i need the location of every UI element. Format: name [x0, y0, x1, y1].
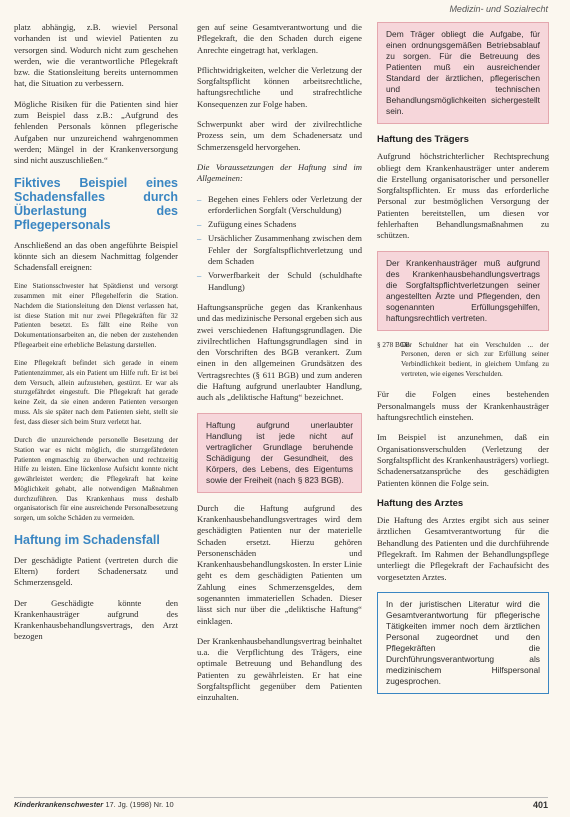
highlight-box-carrier-duty: Dem Träger obliegt die Aufgabe, für einen ordnungsgemäßen Betriebsablauf zu sorgen. Für die Betreuung des Patienten muß ein ausreichender Standard der ärztlichen, pflegerischen und technischen Behandlungsmöglichkeiten sichergestellt sein. [377, 22, 549, 124]
paragraph: Pflichtwidrigkeiten, welcher die Verletzung der Sorgfaltspflicht können arbeitsrechtliche, haftungsrechtliche und strafrechtliche Konsequenzen zur Folge haben. [197, 64, 362, 109]
paragraph: Anschließend an das oben angeführte Beispiel könnte sich an diesem Nachmittag folgender Schadensfall ereignen: [14, 239, 178, 273]
paragraph: gen auf seine Gesamtverantwortung und die Pflegekraft, die den Schaden durch eigene Anrechte eingetragt hat, verklagen. [197, 22, 362, 55]
journal-name: Kinderkrankenschwester [14, 800, 104, 809]
example-paragraph: Eine Pflegekraft befindet sich gerade in einem Patientenzimmer, als ein Patient um Hilfe ruft. Er ist bei dem Versuch, allein aufzustehen, gestürzt. Er war als sturzgefährdet eingestuft. Die Pflegekraft hat gerade keine Zeit, da sie einen anderen Patienten versorgen muss. Als sie später nach dem Patienten sieht, stellt sie fest, dass dieser sich beim Sturz verletzt hat. [14, 359, 178, 426]
paragraph: Mögliche Risiken für die Patienten sind hier zum Beispiel dass z.B.: „Aufgrund des fehlenden Personals können pflegerische Aufgaben nur unzureichend wahrgenommen werden; Mängel in der Krankenversorgung sind nicht auszuschließen.“ [14, 98, 178, 166]
paragraph: Der geschädigte Patient (vertreten durch die Eltern) fordert Schadenersatz und Schmerzensgeld. [14, 554, 178, 588]
paragraph: Der Geschädigte könnte den Krankenhausträger aufgrund des Krankenhausbehandlungsvertrags, den Arzt bezogen [14, 597, 178, 642]
list-item: – Zufügung eines Schadens [197, 219, 362, 230]
paragraph: Die Haftung des Arztes ergibt sich aus seiner ärztlichen Gesamtverantwortung für die Behandlung des Patienten und die durchführende Pflegekraft. Im Rahmen der Behandlungspflege unterliegt die Pflegekraft der Fachaufsicht des vorgesetzten Arztes. [377, 515, 549, 582]
law-reference: § 278 BGB [377, 340, 410, 349]
paragraph: Haftungsansprüche gegen das Krankenhaus und das medizinische Personal ergeben sich aus zwei verschiedenen Haftungsgrundlagen. Die zivilrechtlichen Haftungsgrundlagen sind in den Vorschriften des BGB verankert. Zum einen in den allgemeinen Grundsätzen des Vertragsrechtes (§ 611 BGB) und zum anderen die Haftung aufgrund unerlaubter Handlung, auch als „deliktische Haftung“ bezeichnet. [197, 301, 362, 403]
highlight-box-vicarious-liability: Der Krankenhausträger muß aufgrund des Krankenhausbehandlungsvertrags die Sorgfaltspflichtverletzungen seiner angestellten Ärzte und Pflegenden, den sogenannten Erfüllungsgehilfen, haftungsrechtlich vertreten. [377, 251, 549, 331]
law-quote [377, 341, 549, 380]
subheading-carrier-liability: Haftung des Trägers [377, 134, 469, 145]
paragraph: platz abhängig, z.B. wieviel Personal vorhanden ist und wieviel Patienten zu versorgen sind. Wodurch nicht zum geschehen werden, wie die verantwortliche Pflegekraft bzw. die Stationsleitung bereits unternommen hat, die Situation zu verbessern. [14, 22, 178, 89]
list-intro: Die Voraussetzungen der Haftung sind im Allgemeinen: [197, 161, 362, 184]
requirements-list [197, 194, 362, 293]
page-header-section: Medizin- und Sozialrecht [449, 4, 548, 14]
paragraph: Der Krankenhausbehandlungsvertrag beinhaltet u.a. die Verpflichtung des Trägers, eine optimale Betreuung und Behandlung des Patienten zu gewährleisten. Er hat eine Sorgfaltspflicht gegenüber dem Patienten einzuhalten. [197, 635, 362, 703]
page-number: 401 [532, 800, 548, 810]
section-heading-example: Fiktives Beispiel eines Schadensfalles durch Überlastung des Pflegepersonals [14, 175, 178, 232]
page-footer [14, 797, 548, 809]
paragraph: Im Beispiel ist anzunehmen, daß ein Organisationsverschulden (Verletzung der Sorgfaltspflicht des Krankenhausträgers) vorliegt. Schadenersatzansprüche des geschädigten Patienten können die Folge sein. [377, 432, 549, 488]
law-quote-text: Der Schuldner hat ein Verschulden ... der Personen, deren er sich zur Erfüllung seiner Verbindlichkeit bedient, in gleichem Umfang zu vertreten, wie eigenes Verschulden. [401, 340, 549, 378]
info-box-overall-responsibility: In der juristischen Literatur wird die Gesamtverantwortung für pflegerische Tätigkeiten immer noch dem ärztlichen Personal zugeordnet und den Pflegekräften die Durchführungsverantwortung als medizinischem Hilfspersonal zugesprochen. [377, 592, 549, 694]
example-paragraph: Eine Stationsschwester hat Spätdienst und versorgt zusammen mit einer Pflegehelferin die Station. Nachdem die Stationsleitung den Dienst verlassen hat, ist diese Station mit nur zwei Pflegekräften für 32 Patienten besetzt. Es fällt eine Reihe von Dokumentationsarbeiten an, die neben der zustehenden Pflegearbeit eine erhebliche Belastung darstellen. [14, 282, 178, 349]
list-item: – Vorwerfbarkeit der Schuld (schuldhafte Handlung) [197, 270, 362, 293]
column-2 [197, 22, 362, 713]
section-heading-liability: Haftung im Schadensfall [14, 532, 160, 547]
paragraph: Durch die Haftung aufgrund des Krankenhausbehandlungsvertrages wird dem geschädigten Patienten nur der materielle Schaden ersetzt. Hierzu gehören Personenschäden und Krankenhausbehandlungskosten. In erster Linie geht es dem geschädigten Patienten um Zahlung eines Schmerzensgeldes, dem sogenannten immateriellen Schaden. Dieser lässt sich nur über die „deliktische Haftung“ einklagen. [197, 502, 362, 626]
paragraph: Für die Folgen eines bestehenden Personalmangels muss der Krankenhausträger haftungsrechtlich einstehen. [377, 389, 549, 423]
journal-issue: 17. Jg. (1998) Nr. 10 [105, 800, 174, 809]
paragraph: Aufgrund höchstrichterlicher Rechtsprechung obliegt dem Krankenhausträger unter anderem die Erstellung organisatorischer und personeller Sorgfaltspflichten. Er muss das erforderliche Personal zur bestmöglichen Versorgung der Patienten bereitstellen, um diesen vor fehlerhaften Behandlungsmaßnahmen zu schützen. [377, 151, 549, 241]
paragraph: Schwerpunkt aber wird der zivilrechtliche Prozess sein, um dem Schadenersatz und Schmerzensgeld hervorgehen. [197, 119, 362, 152]
column-3 [377, 22, 549, 704]
list-item: – Ursächlicher Zusammenhang zwischen dem Fehler der Sorgfaltspflichtverletzung und dem Schaden [197, 233, 362, 267]
highlight-box-tort-liability: Haftung aufgrund unerlaubter Handlung ist jede nicht auf vertraglicher Grundlage beruhende Schädigung der Gesundheit, des Körpers, des Lebens, des Eigentums sowie der Freiheit (nach § 823 BGB). [197, 413, 362, 493]
column-1 [14, 22, 178, 652]
list-item: – Begehen eines Fehlers oder Verletzung der erforderlichen Sorgfalt (Verschuldung) [197, 194, 362, 217]
example-paragraph: Durch die unzureichende personelle Besetzung der Station war es nicht möglich, die sturzgefährdeten Patienten engmaschig zu überwachen und rechtzeitig Hilfe zu leisten. Eine lückenlose Aufsicht konnte nicht gewährleistet werden; die Pflegekraft hat keine Möglichkeit gehabt, alle notwendigen Maßnahmen durchzuführen. Das Krankenhaus muss deshalb organisatorisch für eine ausreichende Personalbesetzung sorgen, um solche Schäden zu vermeiden. [14, 436, 178, 522]
subheading-physician-liability: Haftung des Arztes [377, 497, 464, 509]
